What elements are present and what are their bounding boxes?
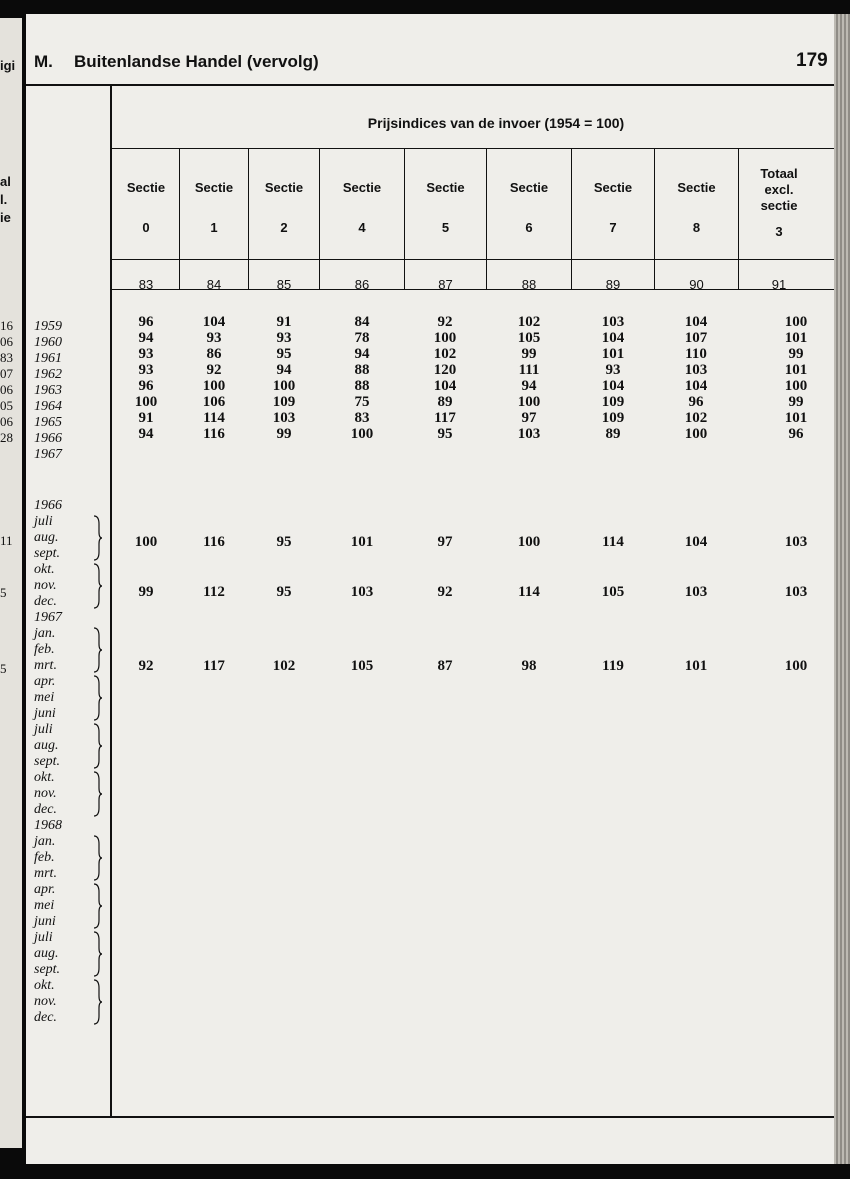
table-cell: 102 (684, 410, 708, 426)
quarter-brace (94, 516, 102, 560)
table-cell: 101 (784, 410, 808, 426)
table-cell: 88 (354, 378, 370, 394)
table-cell: 100 (350, 426, 374, 442)
table-cell: 110 (685, 346, 707, 362)
row-label-month: sept. (34, 546, 61, 561)
table-cell: 105 (517, 330, 541, 346)
title-rule (112, 148, 834, 149)
table-cell: 78 (354, 330, 370, 346)
table-cell: 102 (517, 314, 541, 330)
table-cell: 100 (202, 378, 226, 394)
row-label-year: 1964 (34, 399, 62, 414)
prev-page-number: 11 (0, 533, 13, 548)
table-cell: 99 (276, 426, 292, 442)
table-cell: 104 (202, 314, 226, 330)
table-cell: 89 (605, 426, 621, 442)
previous-page-edge (0, 18, 22, 1148)
table-cell: 104 (684, 314, 708, 330)
table-cell: 92 (206, 362, 222, 378)
table-cell: 101 (350, 534, 374, 550)
page-header-title: Buitenlandse Handel (vervolg) (74, 52, 319, 71)
row-label-month: juni (34, 914, 56, 929)
table-cell: 94 (521, 378, 537, 394)
table-cell: 96 (138, 378, 154, 394)
table-cell: 93 (138, 346, 154, 362)
prev-page-number: 83 (0, 350, 13, 365)
prev-page-number: 06 (0, 382, 13, 397)
row-label-year: 1959 (34, 319, 62, 334)
table-cell: 83 (354, 410, 370, 426)
row-label-month: dec. (34, 594, 57, 609)
table-cell: 92 (437, 584, 453, 600)
prev-page-heading-fragment: igi (0, 58, 16, 73)
column-subheader: 6 (525, 220, 533, 235)
prev-page-number: 06 (0, 414, 13, 429)
row-label-month: juli (34, 930, 53, 945)
row-label-year: 1963 (34, 383, 62, 398)
row-label-month: aug. (34, 946, 59, 961)
quarter-brace (94, 932, 102, 976)
quarter-brace (94, 628, 102, 672)
column-number: 84 (206, 277, 222, 292)
table-cell: 88 (354, 362, 370, 378)
table-cell: 94 (138, 426, 154, 442)
table-cell: 94 (276, 362, 292, 378)
column-divider (738, 149, 739, 290)
table-cell: 84 (354, 314, 370, 330)
table-cell: 117 (203, 658, 225, 674)
table-cell: 120 (433, 362, 457, 378)
prev-page-col-fragment: ie (0, 210, 11, 225)
table-cell: 91 (276, 314, 292, 330)
quarter-brace (94, 980, 102, 1024)
page-number: 179 (796, 50, 828, 71)
table-cell: 100 (433, 330, 457, 346)
row-label-month: aug. (34, 738, 59, 753)
table-cell: 100 (784, 378, 808, 394)
table-title: Prijsindices van de invoer (1954 = 100) (367, 115, 625, 131)
row-label-month: aug. (34, 530, 59, 545)
row-label-year: 1967 (34, 447, 62, 462)
column-header: Sectie (426, 180, 465, 195)
row-label-month: mrt. (34, 658, 57, 673)
column-number: 85 (276, 277, 292, 292)
row-label-month: nov. (34, 578, 57, 593)
prev-page-col-fragment: al (0, 174, 11, 189)
row-label-month: mei (34, 898, 55, 913)
table-cell: 106 (202, 394, 226, 410)
prev-page-number: 06 (0, 334, 13, 349)
table-cell: 93 (605, 362, 621, 378)
table-cell: 89 (437, 394, 453, 410)
table-cell: 94 (354, 346, 370, 362)
prev-page-col-fragment: l. (0, 192, 8, 207)
row-label-month: apr. (34, 882, 56, 897)
prev-page-number: 5 (0, 661, 7, 676)
table-cell: 98 (521, 658, 537, 674)
table-cell: 100 (684, 426, 708, 442)
column-header: Sectie (126, 180, 166, 195)
table-cell: 119 (602, 658, 624, 674)
quarter-period: 1966 okt.-dec. (32, 1124, 39, 1125)
table-cell: 109 (272, 394, 296, 410)
row-label-month: mei (34, 690, 55, 705)
column-header: Sectie (342, 180, 382, 195)
table-cell: 117 (434, 410, 456, 426)
table-cell: 100 (134, 534, 158, 550)
table-cell: 114 (203, 410, 225, 426)
table-cell: 97 (521, 410, 537, 426)
table-cell: 100 (517, 534, 541, 550)
table-cell: 95 (437, 426, 453, 442)
table-cell: 101 (684, 658, 708, 674)
table-cell: 103 (601, 314, 625, 330)
table-cell: 102 (433, 346, 457, 362)
row-label-year: 1966 (34, 498, 62, 513)
table-cell: 100 (784, 314, 808, 330)
table-cell: 95 (276, 346, 292, 362)
row-label-month: mrt. (34, 866, 57, 881)
table-cell: 93 (206, 330, 222, 346)
column-subheader: 5 (441, 220, 450, 235)
table-cell: 103 (272, 410, 296, 426)
row-label-month: feb. (34, 642, 55, 657)
column-header: Sectie (593, 180, 633, 195)
quarter-period-captions (26, 1124, 45, 1125)
page-edge-stack (834, 14, 850, 1164)
row-label-month: juli (34, 722, 53, 737)
table-cell: 103 (784, 584, 808, 600)
table-cell: 96 (138, 314, 154, 330)
quarter-brace (94, 724, 102, 768)
table-cell: 103 (684, 584, 708, 600)
row-label-year: 1961 (34, 351, 62, 366)
column-header: Sectie (677, 180, 716, 195)
quarter-brace (94, 772, 102, 816)
prev-page-number: 28 (0, 430, 13, 445)
column-header: Totaal excl. sectie (760, 166, 798, 213)
table-cell: 100 (517, 394, 541, 410)
prev-page-number: 16 (0, 318, 13, 333)
row-label-month: sept. (34, 754, 61, 769)
table-cell: 94 (138, 330, 154, 346)
row-label-month: juli (34, 514, 53, 529)
column-subheader: 8 (692, 220, 701, 235)
table-cell: 103 (350, 584, 374, 600)
row-label-month: nov. (34, 994, 57, 1009)
row-label-month: okt. (34, 562, 55, 577)
table-cell: 87 (437, 658, 453, 674)
column-subheader: 2 (280, 220, 288, 235)
prev-page-number: 05 (0, 398, 13, 413)
table-cell: 104 (601, 378, 625, 394)
column-subheader: 0 (142, 220, 150, 235)
table-cell: 101 (784, 330, 808, 346)
row-label-month: sept. (34, 962, 61, 977)
table-cell: 100 (272, 378, 296, 394)
table-cell: 104 (433, 378, 457, 394)
quarter-period: 1966 juli-sept. (26, 1124, 33, 1125)
quarter-period: 1967 jan.-mrt. (39, 1124, 46, 1125)
table-cell: 100 (134, 394, 158, 410)
row-label-month: jan. (34, 626, 56, 641)
quarter-brace (94, 676, 102, 720)
column-number: 86 (354, 277, 370, 292)
table-cell: 99 (521, 346, 537, 362)
table-cell: 96 (688, 394, 704, 410)
quarter-brace (94, 884, 102, 928)
table-cell: 104 (601, 330, 625, 346)
table-cell: 93 (276, 330, 292, 346)
table-cell: 93 (138, 362, 154, 378)
row-label-year: 1968 (34, 818, 62, 833)
quarter-brace (94, 564, 102, 608)
column-number: 88 (521, 277, 537, 292)
column-number: 91 (771, 277, 787, 292)
column-header: Sectie (264, 180, 304, 195)
bottom-rule (26, 1116, 834, 1118)
row-label-month: okt. (34, 770, 55, 785)
column-number: 83 (138, 277, 154, 292)
table-cell: 105 (350, 658, 374, 674)
column-subheader: 7 (609, 220, 617, 235)
row-label-month: juni (34, 706, 56, 721)
colhead-rule (112, 259, 834, 260)
column-header: Sectie (194, 180, 234, 195)
table-cell: 103 (517, 426, 541, 442)
table-cell: 97 (437, 534, 453, 550)
table-cell: 101 (601, 346, 625, 362)
row-label-year: 1960 (34, 335, 62, 350)
table-cell: 103 (784, 534, 808, 550)
table-cell: 109 (601, 394, 625, 410)
table-cell: 100 (784, 658, 808, 674)
column-subheader: 3 (775, 224, 783, 239)
row-label-month: apr. (34, 674, 56, 689)
prev-page-number: 07 (0, 366, 13, 381)
table-cell: 105 (601, 584, 625, 600)
prev-page-number: 5 (0, 585, 7, 600)
table-cell: 114 (602, 534, 624, 550)
table-cell: 116 (203, 426, 225, 442)
row-label-year: 1962 (34, 367, 62, 382)
column-subheader: 1 (210, 220, 218, 235)
row-label-month: jan. (34, 834, 56, 849)
table-cell: 95 (276, 584, 292, 600)
table-cell: 104 (684, 378, 708, 394)
row-label-year: 1967 (34, 610, 62, 625)
document-page (26, 14, 834, 1164)
table-cell: 101 (784, 362, 808, 378)
table-cell: 99 (788, 346, 804, 362)
table-cell: 95 (276, 534, 292, 550)
table-cell: 102 (272, 658, 296, 674)
table-cell: 111 (518, 362, 540, 378)
table-cell: 96 (788, 426, 804, 442)
table-cell: 99 (138, 584, 154, 600)
table-cell: 103 (684, 362, 708, 378)
table-cell: 107 (684, 330, 708, 346)
section-letter: M. (34, 52, 53, 71)
row-label-month: nov. (34, 786, 57, 801)
column-number: 87 (438, 277, 453, 292)
row-label-year: 1966 (34, 431, 62, 446)
table-cell: 114 (518, 584, 540, 600)
table-cell: 75 (354, 394, 370, 410)
row-label-month: okt. (34, 978, 55, 993)
quarter-braces (92, 514, 104, 1030)
row-label-month: dec. (34, 1010, 57, 1025)
column-number: 90 (689, 277, 704, 292)
table-cell: 109 (601, 410, 625, 426)
column-subheader: 4 (358, 220, 366, 235)
table-cell: 91 (138, 410, 154, 426)
quarter-brace (94, 836, 102, 880)
table-cell: 86 (206, 346, 222, 362)
row-label-month: feb. (34, 850, 55, 865)
table-cell: 112 (203, 584, 225, 600)
column-number: 89 (605, 277, 621, 292)
table-cell: 104 (684, 534, 708, 550)
table-cell: 92 (437, 314, 453, 330)
header-rule (26, 84, 834, 86)
stub-divider (110, 86, 112, 1116)
table-cell: 92 (138, 658, 154, 674)
row-label-month: dec. (34, 802, 57, 817)
row-label-year: 1965 (34, 415, 62, 430)
table-cell: 116 (203, 534, 225, 550)
column-header: Sectie (509, 180, 549, 195)
table-cell: 99 (788, 394, 804, 410)
